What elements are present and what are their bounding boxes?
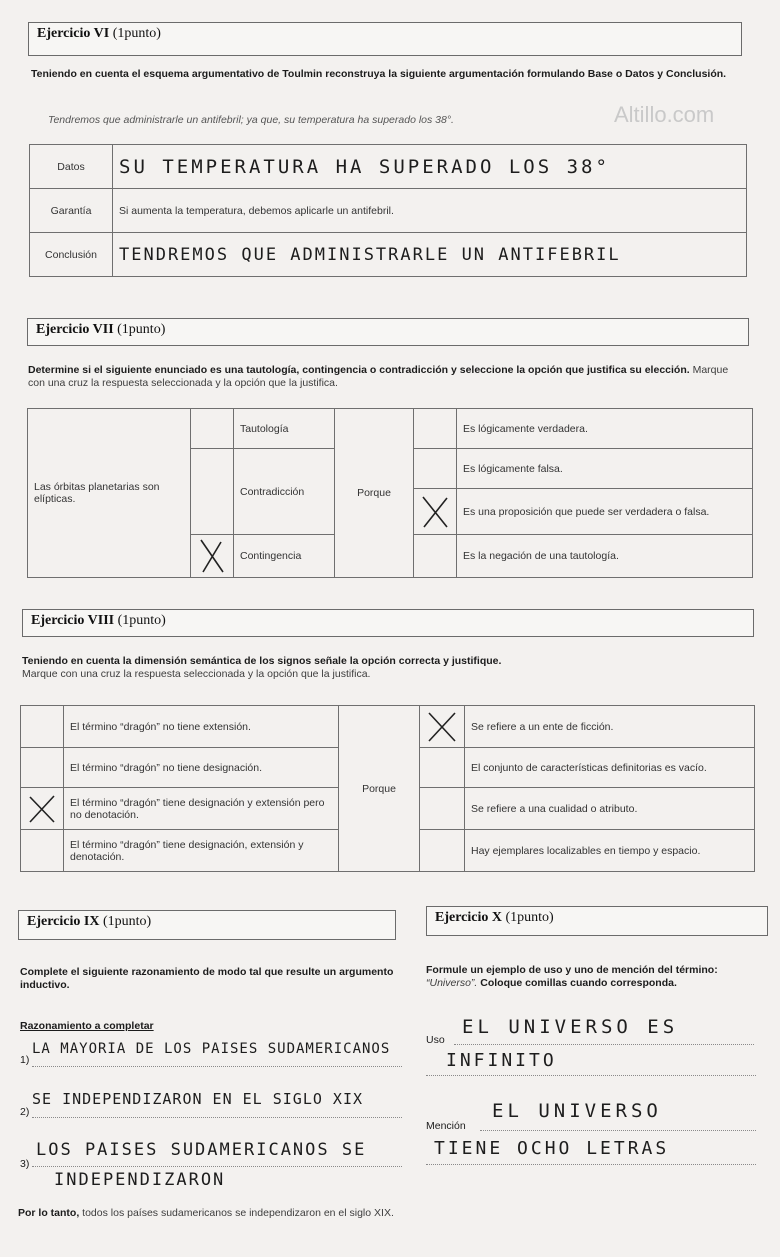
ex8-option-box-3[interactable]	[21, 830, 64, 872]
ex8-option-1: El término “dragón” no tiene designación.	[64, 748, 339, 788]
ex9-item-3-continued: INDEPENDIZARON	[54, 1170, 226, 1190]
ex9-item-num-2: 2)	[20, 1106, 30, 1118]
ex10-title: Ejercicio X	[435, 910, 502, 925]
ex7-header	[27, 318, 749, 346]
ex8-reason-box-1[interactable]	[420, 748, 465, 788]
ex8-instruction: Teniendo en cuenta la dimensión semántica de los signos señale la opción correcta y justifique. Marque con una cruz la respuesta seleccionada y la opción que la justifica.	[22, 655, 502, 680]
ex7-option-box-0[interactable]	[191, 409, 234, 449]
ex8-reason-3: Hay ejemplares localizables en tiempo y espacio.	[465, 830, 755, 872]
ex6-points: (1punto)	[112, 26, 161, 41]
ex6-value-conclusion: TENDREMOS QUE ADMINISTRARLE UN ANTIFEBRIL	[113, 233, 747, 277]
ex7-reason-3: Es la negación de una tautología.	[457, 535, 753, 578]
ex7-option-0: Tautología	[234, 409, 335, 449]
ex9-item-num-1: 1)	[20, 1054, 30, 1066]
ex6-label-datos: Datos	[30, 145, 113, 189]
ex10-mencion-line-2	[426, 1164, 756, 1165]
ex8-option-box-1[interactable]	[21, 748, 64, 788]
ex7-instruction: Determine si el siguiente enunciado es una tautología, contingencia o contradicción y seleccione la opción que justifica su elección. Marque con una cruz la respuesta seleccionada y la opción que la justifica.	[28, 364, 729, 389]
ex9-conclusion: Por lo tanto, todos los países sudamericanos se independizaron en el siglo XIX.	[18, 1207, 394, 1219]
cross-mark-icon	[197, 537, 227, 575]
ex7-reason-box-1[interactable]	[414, 449, 457, 489]
ex7-option-1: Contradicción	[234, 449, 335, 535]
ex10-uso-line-1	[454, 1044, 754, 1045]
ex6-label-conclusion: Conclusión	[30, 233, 113, 277]
ex10-uso-line-2	[426, 1075, 756, 1076]
ex7-option-box-1[interactable]	[191, 449, 234, 535]
ex7-reason-1: Es lógicamente falsa.	[457, 449, 753, 489]
ex7-points: (1punto)	[117, 322, 166, 337]
ex9-line-3	[32, 1166, 402, 1167]
ex6-title: Ejercicio VI	[37, 26, 110, 41]
ex6-toulmin-table	[29, 144, 747, 277]
ex10-mencion-line-1	[480, 1130, 756, 1131]
ex10-header	[426, 906, 768, 936]
ex9-subheading: Razonamiento a completar	[20, 1020, 154, 1032]
ex9-line-2	[32, 1117, 402, 1118]
ex8-reason-box-2[interactable]	[420, 788, 465, 830]
ex8-reason-1: El conjunto de características definitorias es vacío.	[465, 748, 755, 788]
ex7-reason-box-0[interactable]	[414, 409, 457, 449]
ex7-reason-box-3[interactable]	[414, 535, 457, 578]
ex6-value-garantia: Si aumenta la temperatura, debemos aplicarle un antifebril.	[113, 189, 747, 233]
cross-mark-icon	[420, 494, 450, 530]
ex6-label-garantia: Garantía	[30, 189, 113, 233]
ex9-item-1: LA MAYORIA DE LOS PAISES SUDAMERICANOS	[32, 1041, 391, 1057]
ex9-instruction: Complete el siguiente razonamiento de modo tal que resulte un argumento inductivo.	[20, 966, 394, 991]
cross-mark-icon	[426, 710, 458, 744]
ex10-mencion-answer: EL UNIVERSO	[492, 1100, 662, 1122]
ex8-option-box-2[interactable]	[21, 788, 64, 830]
ex7-statement: Las órbitas planetarias son elípticas.	[28, 409, 191, 578]
ex9-line-1	[32, 1066, 402, 1067]
ex9-item-num-3: 3)	[20, 1158, 30, 1170]
ex10-uso-answer-continued: INFINITO	[446, 1050, 557, 1071]
ex9-header	[18, 910, 396, 940]
ex8-option-0: El término “dragón” no tiene extensión.	[64, 706, 339, 748]
ex7-reason-box-2[interactable]	[414, 489, 457, 535]
ex10-uso-label: Uso	[426, 1034, 445, 1046]
ex8-reason-box-0[interactable]	[420, 706, 465, 748]
ex8-points: (1punto)	[117, 613, 166, 628]
ex10-mencion-label: Mención	[426, 1120, 466, 1132]
ex6-instruction: Teniendo en cuenta el esquema argumentativo de Toulmin reconstruya la siguiente argumentación formulando Base o Datos y Conclusión.	[31, 68, 727, 80]
ex9-item-2: SE INDEPENDIZARON EN EL SIGLO XIX	[32, 1090, 364, 1108]
ex7-connector: Porque	[335, 409, 414, 578]
ex7-reason-2: Es una proposición que puede ser verdadera o falsa.	[457, 489, 753, 535]
ex6-statement: Tendremos que administrarle un antifebril; ya que, su temperatura ha superado los 38°.	[48, 114, 454, 126]
ex10-points: (1punto)	[505, 910, 554, 925]
ex8-option-2: El término “dragón” tiene designación y extensión pero no denotación.	[64, 788, 339, 830]
watermark: Altillo.com	[614, 102, 715, 127]
ex7-option-box-2[interactable]	[191, 535, 234, 578]
ex6-header	[28, 22, 742, 56]
ex8-option-3: El término “dragón” tiene designación, extensión y denotación.	[64, 830, 339, 872]
ex7-table	[27, 408, 753, 578]
ex10-uso-answer: EL UNIVERSO ES	[462, 1016, 679, 1038]
ex10-mencion-answer-continued: TIENE OCHO LETRAS	[434, 1138, 670, 1159]
ex9-title: Ejercicio IX	[27, 914, 100, 929]
ex8-title: Ejercicio VIII	[31, 613, 115, 628]
ex8-connector: Porque	[339, 706, 420, 872]
ex8-reason-2: Se refiere a una cualidad o atributo.	[465, 788, 755, 830]
ex7-option-2: Contingencia	[234, 535, 335, 578]
ex10-instruction: Formule un ejemplo de uso y uno de mención del término: “Universo”. Coloque comillas cuando corresponda.	[426, 964, 718, 989]
ex8-header	[22, 609, 754, 637]
ex6-value-datos: SU TEMPERATURA HA SUPERADO LOS 38°	[113, 145, 747, 189]
ex9-item-3: LOS PAISES SUDAMERICANOS SE	[36, 1140, 367, 1160]
ex9-points: (1punto)	[102, 914, 152, 929]
ex8-table	[20, 705, 755, 872]
ex8-reason-0: Se refiere a un ente de ficción.	[465, 706, 755, 748]
ex7-title: Ejercicio VII	[36, 322, 114, 337]
cross-mark-icon	[27, 793, 57, 825]
ex8-reason-box-3[interactable]	[420, 830, 465, 872]
ex8-option-box-0[interactable]	[21, 706, 64, 748]
ex7-reason-0: Es lógicamente verdadera.	[457, 409, 753, 449]
